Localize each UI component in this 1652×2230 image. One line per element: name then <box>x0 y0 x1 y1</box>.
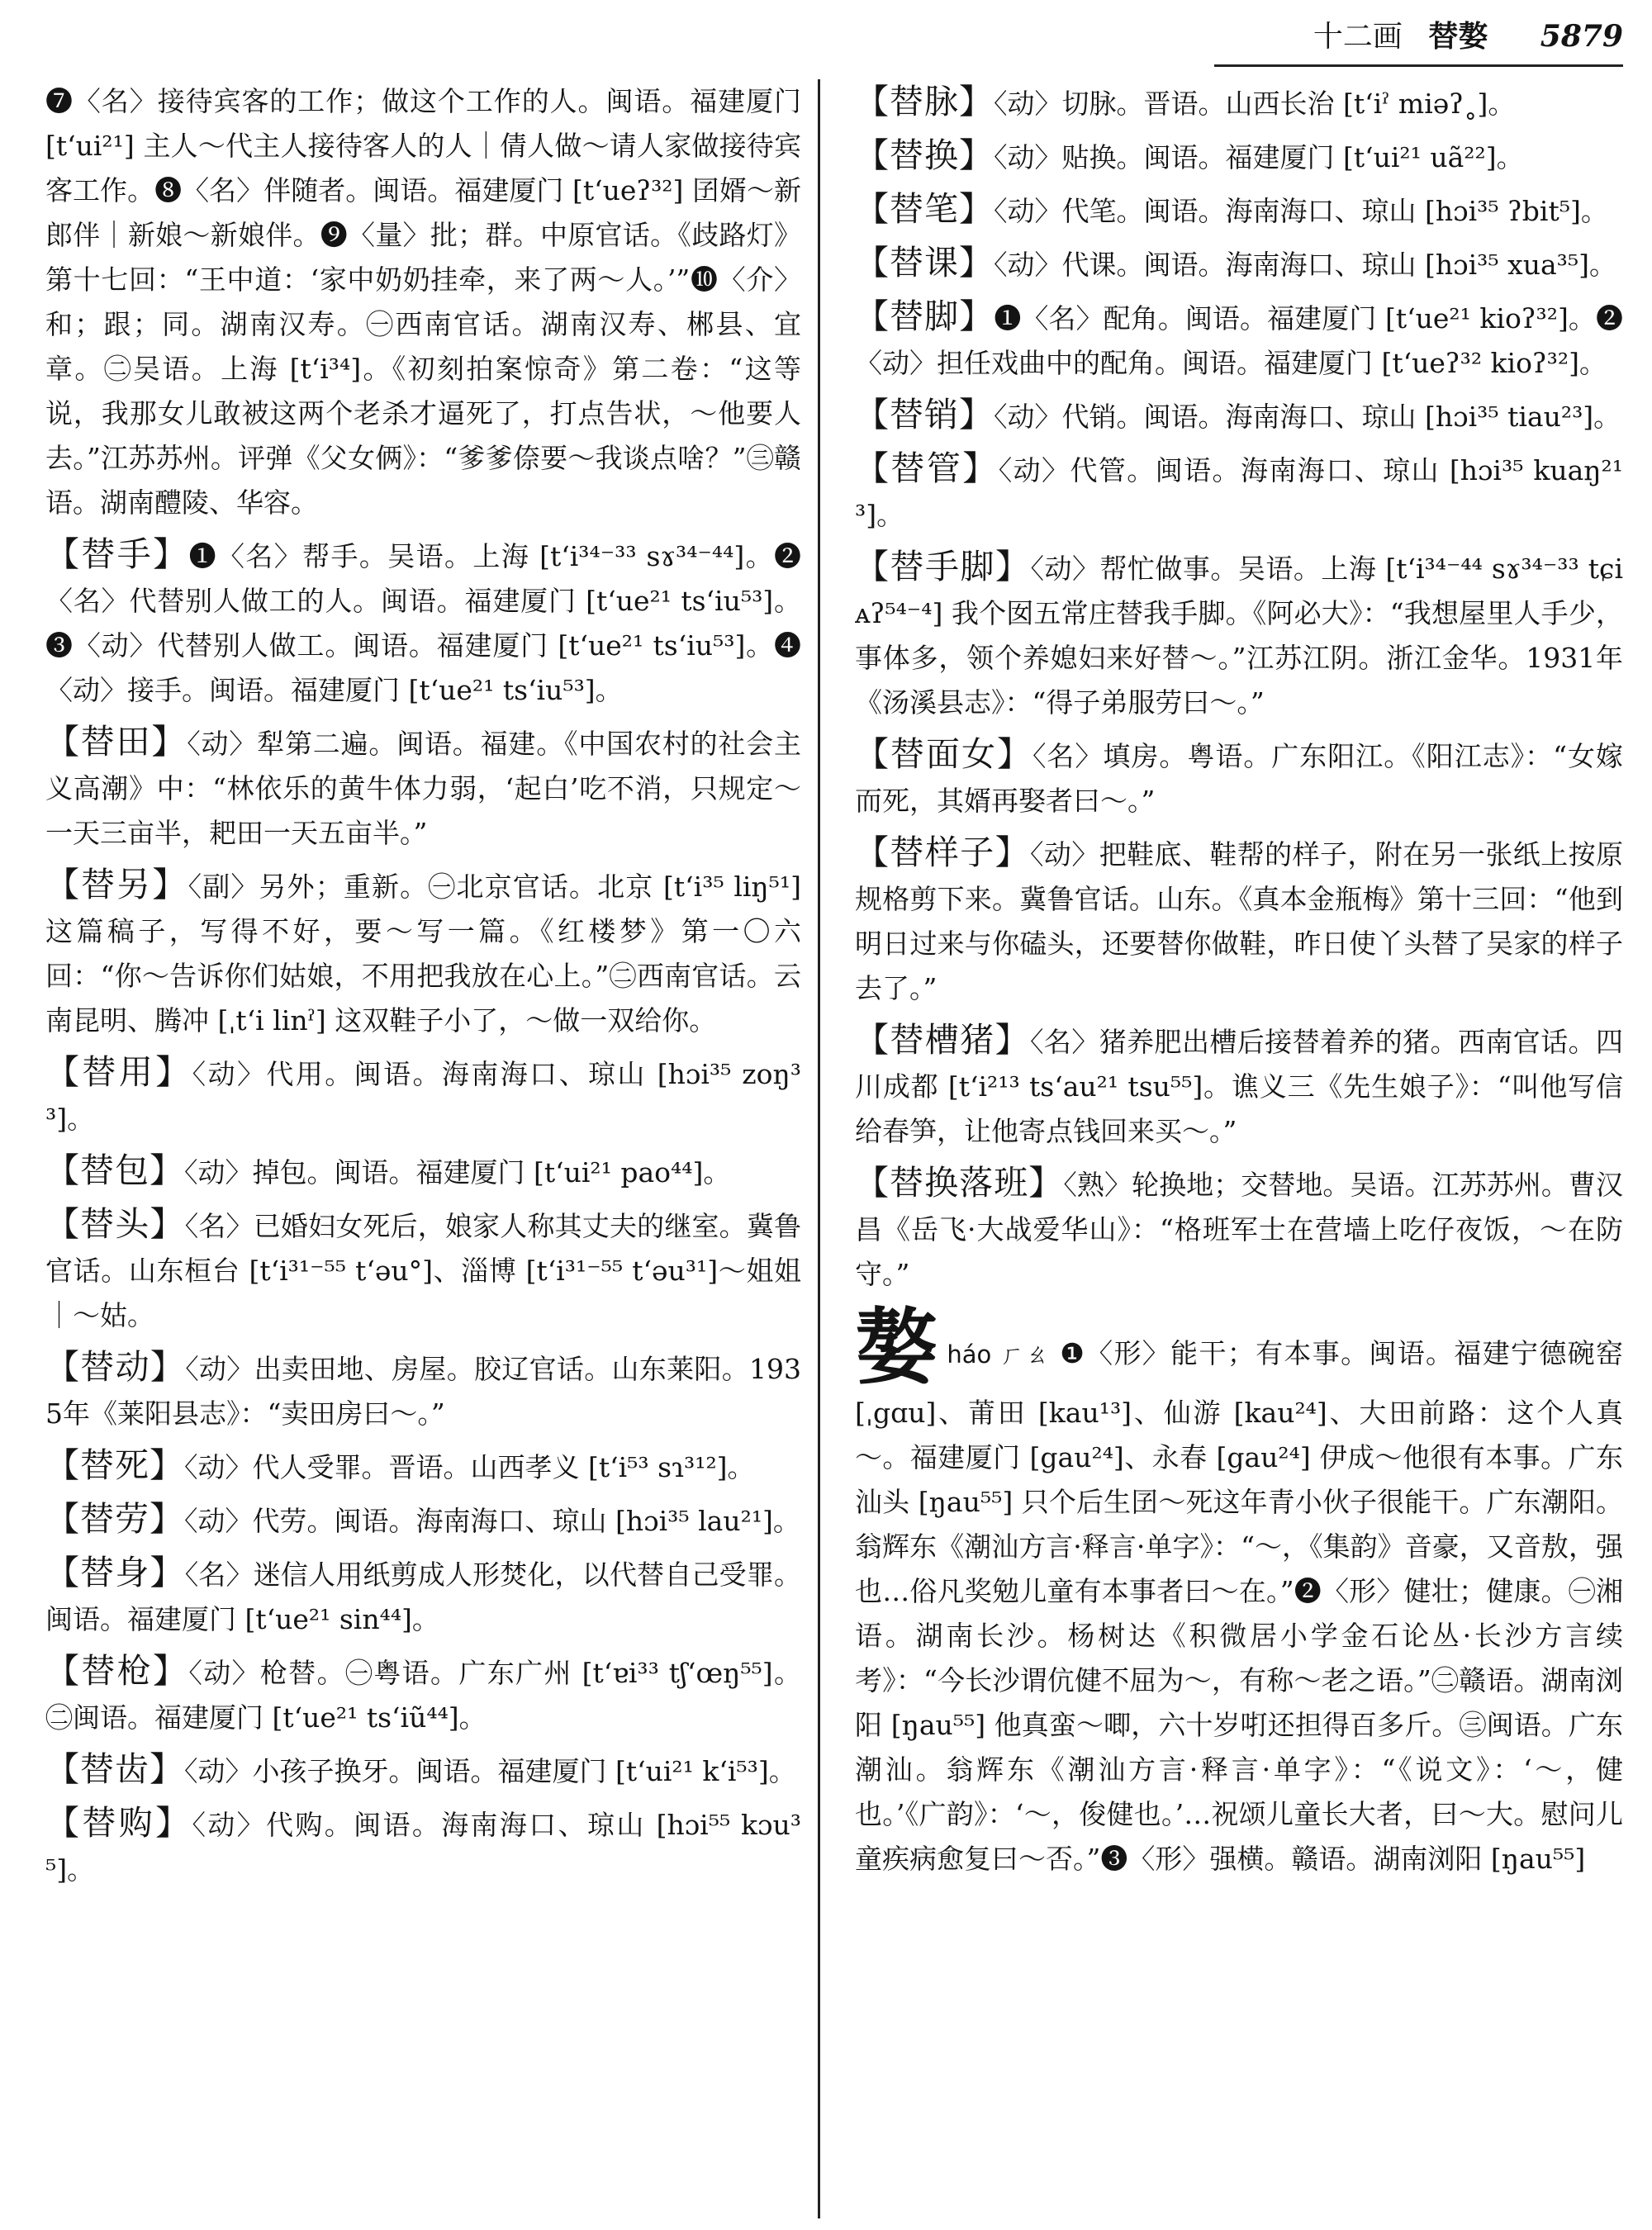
entry-ti-bao <box>45 1148 801 1195</box>
entry-continued <box>45 79 801 525</box>
entry-text: 〈动〉代笔。闽语。海南海口、琼山 [hɔi³⁵ ʔbit⁵]。 <box>994 195 1608 227</box>
entry-ti-dong <box>45 1345 801 1436</box>
entry-headword: 【替脉】 <box>855 82 994 121</box>
entry-headword: 【替用】 <box>45 1052 192 1092</box>
entry-text: 〈名〉猪养肥出槽后接替着养的猪。西南官话。四川成都 [tʻi²¹³ tsʻau²¹ tsu⁵⁵]。谯义三《先生娘子》：“叫他写信给春笋，让他寄点钱回来买～。” <box>855 1026 1623 1147</box>
entry-text: 〈动〉代管。闽语。海南海口、琼山 [hɔi³⁵ kuaŋ²¹³]。 <box>855 454 1623 531</box>
entry-headword: 【替脚】 <box>855 297 995 336</box>
entry-ti-huan-luo-ban <box>855 1160 1623 1297</box>
entry-ti-jiao <box>855 294 1623 386</box>
entry-ti-lao <box>45 1497 801 1544</box>
entry-ti-shen <box>45 1550 801 1642</box>
entry-headword: 【替换】 <box>855 135 994 175</box>
character-headword: 嫯 <box>855 1298 939 1396</box>
entry-text: 〈动〉代用。闽语。海南海口、琼山 [hɔi³⁵ zoŋ³³]。 <box>45 1058 801 1135</box>
entry-text: 〈动〉代人受罪。晋语。山西孝义 [tʻi⁵³ sɿ³¹²]。 <box>184 1451 755 1483</box>
entry-text: 〈动〉出卖田地、房屋。胶辽官话。山东莱阳。1935年《莱阳县志》：“卖田房曰～。” <box>45 1353 801 1430</box>
entry-headword: 【替管】 <box>855 448 999 488</box>
entry-text: 〈动〉贴换。闽语。福建厦门 [tʻui²¹ uã²²]。 <box>994 141 1524 173</box>
entry-text: ❼〈名〉接待宾客的工作；做这个工作的人。闽语。福建厦门 [tʻui²¹] 主人～代主人接待客人的人｜倩人做～请人家做接待宾客工作。❽〈名〉伴随者。闽语。福建厦门 [tʻueʔ³²] 囝婿～新郎伴｜新娘～新娘伴。❾〈量〉批；群。中原官话。《歧路灯》第十七回：“王中道：‘家中奶奶挂牵，来了两～人。’”❿〈介〉和；跟；同。湖南汉寿。㊀西南官话。湖南汉寿、郴县、宜章。㊁吴语。上海 [tʻi³⁴]。《初刻拍案惊奇》第二卷：“这等说，我那女儿敢被这两个老杀才逼死了，打点告状，～他要人去。”江苏苏州。评弹《父女俩》：“爹爹倷要～我谈点啥？”㊂赣语。湖南醴陵、华容。 <box>45 85 801 519</box>
page-header <box>0 12 1623 62</box>
entry-ti-cao-zhu <box>855 1018 1623 1154</box>
entry-text: 〈动〉切脉。晋语。山西长治 [tʻiˀ miəʔ˳]。 <box>994 88 1516 120</box>
entry-text: 〈熟〉轮换地；交替地。吴语。江苏苏州。曹汉昌《岳飞·大战爱华山》：“格班军士在营墙上吃仔夜饭，～在防守。” <box>855 1169 1623 1290</box>
entry-text: 〈动〉犁第二遍。闽语。福建。《中国农村的社会主义高潮》中：“林依乐的黄牛体力弱，‘起白’吃不消，只规定～一天三亩半，耙田一天五亩半。” <box>45 728 801 849</box>
entry-text: 〈动〉帮忙做事。吴语。上海 [tʻi³⁴⁻⁴⁴ sɤ³⁴⁻³³ tɕiᴀʔ⁵⁴⁻⁴] 我个囡五常庄替我手脚。《阿必大》：“我想屋里人手少，事体多，领个养媳妇来好替～。”江苏江阴。浙江金华。1931年《汤溪县志》：“得子弟服劳曰～。” <box>855 553 1623 719</box>
entry-text: 〈动〉小孩子换牙。闽语。福建厦门 [tʻui²¹ kʻi⁵³]。 <box>184 1755 796 1787</box>
entry-ti-si <box>45 1443 801 1490</box>
entry-ti-xiao <box>855 392 1623 439</box>
entry-ti-ling <box>45 862 801 1043</box>
left-column <box>45 79 801 2223</box>
entry-text: 〈动〉掉包。闽语。福建厦门 [tʻui²¹ pao⁴⁴]。 <box>184 1156 731 1189</box>
entry-headword: 【替动】 <box>45 1347 186 1387</box>
entry-text: 〈动〉代购。闽语。海南海口、琼山 [hɔi⁵⁵ kɔu³⁵]。 <box>45 1809 801 1886</box>
entry-ti-huan <box>855 133 1623 180</box>
entry-ti-qiang <box>45 1649 801 1740</box>
entry-ti-bi <box>855 187 1623 234</box>
pinyin-reading: háo ㄏㄠ <box>947 1340 1051 1369</box>
entry-text: 〈动〉把鞋底、鞋帮的样子，附在另一张纸上按原规格剪下来。冀鲁官话。山东。《真本金瓶梅》第十三回：“他到明日过来与你磕头，还要替你做鞋，昨日使丫头替了吴家的样子去了。” <box>855 838 1623 1004</box>
entry-headword: 【替死】 <box>45 1445 184 1485</box>
entry-text: 〈动〉代劳。闽语。海南海口、琼山 [hɔi³⁵ lau²¹]。 <box>184 1505 800 1537</box>
entry-text: 〈动〉代销。闽语。海南海口、琼山 [hɔi³⁵ tiau²³]。 <box>994 401 1621 433</box>
page-number: 5879 <box>1540 19 1623 54</box>
entry-headword: 【替换落班】 <box>855 1163 1064 1203</box>
entry-hao <box>855 1298 1623 1881</box>
entry-ti-shou-jiao <box>855 544 1623 725</box>
header-rule <box>1214 64 1623 67</box>
entry-text: 〈动〉代课。闽语。海南海口、琼山 [hɔi³⁵ xua³⁵]。 <box>994 249 1616 281</box>
entry-headword: 【替身】 <box>45 1553 185 1592</box>
entry-headword: 【替样子】 <box>855 833 1031 872</box>
entry-ti-mai <box>855 79 1623 126</box>
entry-headword: 【替面女】 <box>855 734 1032 774</box>
entry-ti-yang-zi <box>855 830 1623 1011</box>
entry-ti-tian <box>45 719 801 856</box>
entry-ti-guan <box>855 446 1623 538</box>
entry-text: 〈名〉迷信人用纸剪成人形焚化，以代替自己受罪。闽语。福建厦门 [tʻue²¹ sin⁴⁴]。 <box>45 1559 801 1635</box>
entry-ti-mian-nv <box>855 732 1623 823</box>
entry-headword: 【替齿】 <box>45 1749 184 1789</box>
entry-ti-tou <box>45 1202 801 1338</box>
headword-range: 替嫯 <box>1428 19 1488 54</box>
entry-ti-ke <box>855 240 1623 287</box>
entry-headword: 【替头】 <box>45 1204 185 1244</box>
entry-headword: 【替劳】 <box>45 1499 184 1539</box>
entry-ti-yong <box>45 1050 801 1141</box>
entry-ti-shou <box>45 532 801 713</box>
entry-headword: 【替手脚】 <box>855 547 1031 586</box>
entry-text: ❶〈名〉配角。闽语。福建厦门 [tʻue²¹ kioʔ³²]。❷〈动〉担任戏曲中的配角。闽语。福建厦门 [tʻueʔ³² kioʔ³²]。 <box>855 302 1623 379</box>
entry-text: 〈名〉填房。粤语。广东阳江。《阳江志》：“女嫁而死，其婿再娶者曰～。” <box>855 740 1623 817</box>
entry-headword: 【替笔】 <box>855 189 994 229</box>
entry-ti-chi <box>45 1747 801 1794</box>
entry-headword: 【替销】 <box>855 395 994 434</box>
entry-ti-gou <box>45 1801 801 1892</box>
column-divider <box>818 79 820 2218</box>
entry-headword: 【替槽猪】 <box>855 1020 1031 1060</box>
entry-text: 〈副〉另外；重新。㊀北京官话。北京 [tʻi³⁵ liŋ⁵¹] 这篇稿子，写得不好，要～写一篇。《红楼梦》第一〇六回：“你～告诉你们姑娘，不用把我放在心上。”㊁西南官话。云南昆明、腾冲 [ˌtʻi linˀ] 这双鞋子小了，～做一双给你。 <box>45 871 801 1037</box>
right-column <box>855 79 1623 2223</box>
entry-text: ❶〈名〉帮手。吴语。上海 [tʻi³⁴⁻³³ sɤ³⁴⁻⁴⁴]。❷〈名〉代替别人做工的人。闽语。福建厦门 [tʻue²¹ tsʻiu⁵³]。❸〈动〉代替别人做工。闽语。福建厦门 [tʻue²¹ tsʻiu⁵³]。❹〈动〉接手。闽语。福建厦门 [tʻue²¹ tsʻiu⁵³]。 <box>45 540 801 706</box>
section-label: 十二画 <box>1313 20 1403 54</box>
entry-text: 〈动〉枪替。㊀粤语。广东广州 [tʻɐi³³ tʃʻœŋ⁵⁵]。㊁闽语。福建厦门 [tʻue²¹ tsʻiũ⁴⁴]。 <box>45 1657 801 1734</box>
entry-headword: 【替另】 <box>45 865 188 904</box>
entry-headword: 【替枪】 <box>45 1651 189 1691</box>
entry-text: 〈名〉已婚妇女死后，娘家人称其丈夫的继室。冀鲁官话。山东桓台 [tʻi³¹⁻⁵⁵ tʻəu°]、淄博 [tʻi³¹⁻⁵⁵ tʻəu³¹]～姐姐｜～姑。 <box>45 1210 801 1331</box>
entry-headword: 【替课】 <box>855 243 994 282</box>
entry-headword: 【替手】 <box>45 534 189 574</box>
entry-headword: 【替包】 <box>45 1151 184 1190</box>
entry-headword: 【替田】 <box>45 722 188 762</box>
entry-text: ❶〈形〉能干；有本事。闽语。福建宁德碗窑 [ˌgɑu]、莆田 [kau¹³]、仙游 [kau²⁴]、大田前路：这个人真～。福建厦门 [gau²⁴]、永春 [gau²⁴] 伊成～他很有本事。广东汕头 [ŋau⁵⁵] 只个后生囝～死这年青小伙子很能干。广东潮阳。翁辉东《潮汕方言·释言·单字》：“～，《集韵》音豪，又音敖，强也…俗凡奖勉儿童有本事者曰～在。”❷〈形〉健壮；健康。㊀湘语。湖南长沙。杨树达《积微居小学金石论丛·长沙方言续考》：“今长沙谓伉健不屈为～，有称～老之语。”㊁赣语。湖南浏阳 [ŋau⁵⁵] 他真蛮～唧，六十岁咑还担得百多斤。㊂闽语。广东潮汕。翁辉东《潮汕方言·释言·单字》：“《说文》：‘～，健也。’《广韵》：‘～，俊健也。’…祝颂儿童长大者，曰～大。慰问儿童疾病愈复曰～否。”❸〈形〉强横。赣语。湖南浏阳 [ŋau⁵⁵] <box>855 1337 1623 1875</box>
entry-headword: 【替购】 <box>45 1803 192 1843</box>
